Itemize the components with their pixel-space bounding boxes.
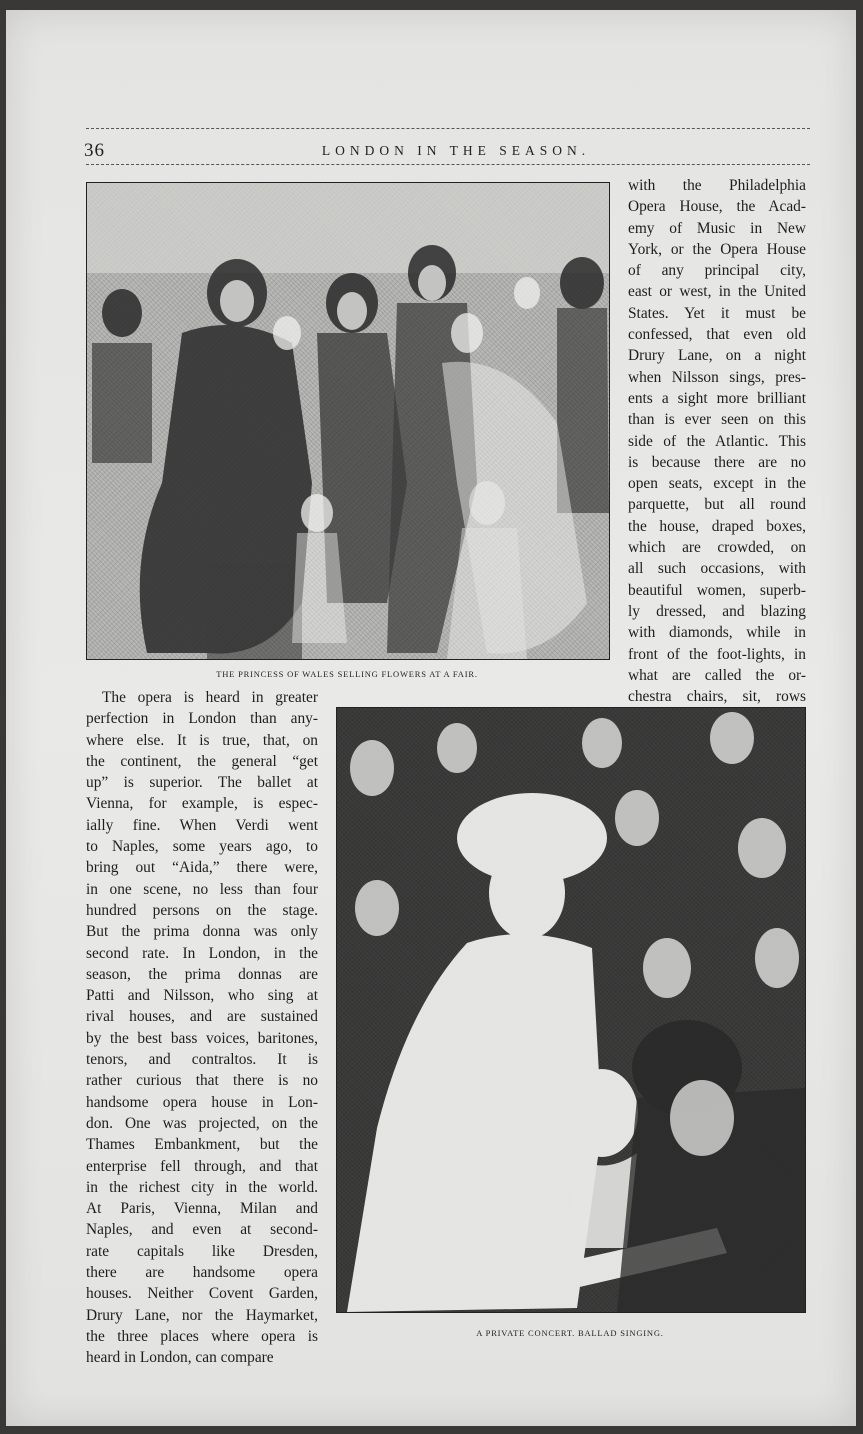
text-line: all such occasions, with xyxy=(628,560,806,578)
private-concert-engraving xyxy=(336,707,806,1313)
text-line: open seats, except in the xyxy=(628,475,806,493)
text-line: in one scene, no less than four xyxy=(86,880,318,898)
text-line: Drury Lane, on a night xyxy=(628,347,806,365)
text-line: York, or the Opera House xyxy=(628,240,806,258)
crowd-scene-illustration xyxy=(87,183,609,659)
text-line: ly dressed, and blazing xyxy=(628,602,806,620)
figure-caption-princess: THE PRINCESS OF WALES SELLING FLOWERS AT A FAIR. xyxy=(216,669,478,679)
text-line: up” is superior. The ballet at xyxy=(86,774,318,792)
left-text-column xyxy=(86,687,318,1369)
text-line: don. One was projected, on the xyxy=(86,1114,318,1132)
right-text-column xyxy=(628,175,806,729)
text-line: second rate. In London, in the xyxy=(86,944,318,962)
text-line: Thames Embankment, but the xyxy=(86,1136,318,1154)
figure-caption-concert: A PRIVATE CONCERT. BALLAD SINGING. xyxy=(476,1328,664,1338)
text-line: confessed, that even old xyxy=(628,326,806,344)
text-line: the continent, the general “get xyxy=(86,752,318,770)
text-line: with the Philadelphia xyxy=(628,177,806,194)
princess-flower-fair-engraving xyxy=(86,182,610,660)
text-line: what are called the or- xyxy=(628,666,806,684)
text-line: front of the foot-lights, in xyxy=(628,645,806,663)
text-line: Vienna, for example, is espec- xyxy=(86,795,318,813)
text-line: which are crowded, on xyxy=(628,539,806,557)
text-line: beautiful women, superb- xyxy=(628,581,806,599)
header-rule-bottom xyxy=(86,164,810,165)
text-line: Drury Lane, nor the Haymarket, xyxy=(86,1306,318,1324)
text-line: handsome opera house in Lon- xyxy=(86,1093,318,1111)
text-line: east or west, in the United xyxy=(628,283,806,301)
text-line: ents a sight more brilliant xyxy=(628,389,806,407)
text-line: hundred persons on the stage. xyxy=(86,901,318,919)
text-line: ially fine. When Verdi went xyxy=(86,816,318,834)
text-line: rate capitals like Dresden, xyxy=(86,1242,318,1260)
text-line: Naples, and even at second- xyxy=(86,1221,318,1239)
text-line: chestra chairs, sit, rows xyxy=(628,688,806,706)
text-line: bring out “Aida,” there were, xyxy=(86,859,318,877)
text-line: the house, draped boxes, xyxy=(628,517,806,535)
text-line: houses. Neither Covent Garden, xyxy=(86,1285,318,1303)
header-rule-top xyxy=(86,128,810,129)
text-line: is because there are no xyxy=(628,453,806,471)
text-line: Opera House, the Acad- xyxy=(628,198,806,216)
text-line: Patti and Nilsson, who sing at xyxy=(86,987,318,1005)
text-line: The opera is heard in greater xyxy=(102,689,318,706)
text-line: heard in London, can compare xyxy=(86,1349,274,1367)
text-line: emy of Music in New xyxy=(628,219,806,237)
text-line: to Naples, some years ago, to xyxy=(86,838,318,856)
text-line: season, the prima donnas are xyxy=(86,965,318,983)
text-line: in the richest city in the world. xyxy=(86,1178,318,1196)
text-line: enterprise fell through, and that xyxy=(86,1157,318,1175)
text-line: rather curious that there is no xyxy=(86,1072,318,1090)
text-line: At Paris, Vienna, Milan and xyxy=(86,1200,318,1218)
concert-scene-illustration xyxy=(337,708,805,1312)
text-line: tenors, and contraltos. It is xyxy=(86,1051,318,1069)
text-line: with diamonds, while in xyxy=(628,624,806,642)
text-line: than is ever seen on this xyxy=(628,411,806,429)
text-line: where else. It is true, that, on xyxy=(86,731,318,749)
text-line: of any principal city, xyxy=(628,262,806,280)
book-page xyxy=(6,10,856,1426)
text-line: side of the Atlantic. This xyxy=(628,432,806,450)
text-line: there are handsome opera xyxy=(86,1264,318,1282)
text-line: the three places where opera is xyxy=(86,1327,318,1345)
text-line: by the best bass voices, baritones, xyxy=(86,1029,318,1047)
text-line: parquette, but all round xyxy=(628,496,806,514)
running-title: LONDON IN THE SEASON. xyxy=(321,143,591,158)
text-line: rival houses, and are sustained xyxy=(86,1008,318,1026)
text-line: States. Yet it must be xyxy=(628,304,806,322)
text-line: when Nilsson sings, pres- xyxy=(628,368,806,386)
text-line: But the prima donna was only xyxy=(86,923,318,941)
text-line: perfection in London than any- xyxy=(86,710,318,728)
page-number: 36 xyxy=(84,140,105,161)
